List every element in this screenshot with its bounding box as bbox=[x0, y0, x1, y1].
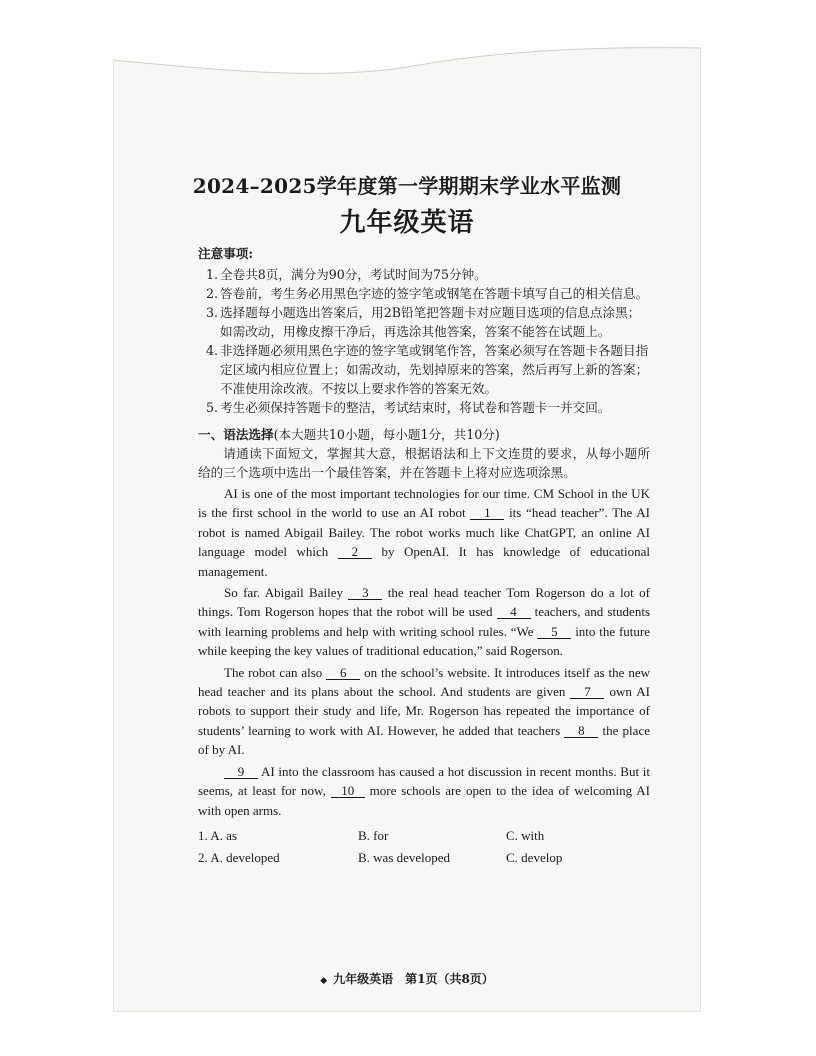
option-c: C. with bbox=[506, 827, 545, 843]
exam-title: 2024–2025学年度第一学期期末学业水平监测 bbox=[192, 174, 622, 198]
exam-paper bbox=[113, 42, 701, 1012]
blank-1: 1 bbox=[470, 506, 504, 520]
blank-2: 2 bbox=[338, 545, 372, 559]
blank-7: 7 bbox=[570, 685, 604, 699]
section-heading: 一、语法选择(本大题共10小题，每小题1分，共10分) bbox=[198, 427, 500, 442]
option-row-1 bbox=[198, 826, 650, 848]
blank-9: 9 bbox=[224, 765, 258, 779]
exam-content bbox=[198, 244, 650, 870]
notice-heading: 注意事项: bbox=[198, 246, 254, 261]
blank-10: 10 bbox=[331, 784, 365, 798]
blank-4: 4 bbox=[497, 605, 531, 619]
section-instruction: 请通读下面短文，掌握其大意，根据语法和上下文连贯的要求，从每小题所给的三个选项中选出一个最佳答案，并在答题卡上将对应选项涂黑。 bbox=[198, 446, 650, 480]
blank-5: 5 bbox=[537, 625, 571, 639]
blank-6: 6 bbox=[326, 666, 360, 680]
notice-list bbox=[198, 265, 650, 417]
paper-edge-curve bbox=[113, 42, 701, 82]
footer-page-label: 九年级英语 第1页（共8页） bbox=[333, 972, 494, 986]
exam-subject-title: 九年级英语 bbox=[339, 208, 475, 238]
option-b: B. for bbox=[358, 827, 389, 843]
notice-item: 5. 考生必须保持答题卡的整洁，考试结束时，将试卷和答题卡一并交回。 bbox=[206, 400, 611, 415]
passage-paragraph-2: So far. Abigail Bailey 3 the real head teacher Tom Rogerson do a lot of things. Tom Rogerson hopes that the robot will be used 4 teachers, and students with learning problems and help with writing school rules. “We 5 into the future while keeping the key values of traditional education,” said Rogerson. bbox=[198, 585, 650, 659]
page-footer bbox=[113, 970, 701, 987]
diamond-icon: ◆ bbox=[320, 976, 328, 986]
notice-item: 3. 选择题每小题选出答案后，用2B铅笔把答题卡对应题目选项的信息点涂黑；如需改动，用橡皮擦干净后，再选涂其他答案，答案不能答在试题上。 bbox=[206, 305, 641, 339]
notice-item: 2. 答卷前，考生务必用黑色字迹的签字笔或钢笔在答题卡填写自己的相关信息。 bbox=[206, 286, 649, 301]
passage-paragraph-1: AI is one of the most important technologies for our time. CM School in the UK is the first school in the world to use an AI robot 1 its “head teacher”. The AI robot is named Abigail Bailey. The robot works much like ChatGPT, an online AI language model which 2 by OpenAI. It has knowledge of educational management. bbox=[198, 486, 650, 579]
option-c: C. develop bbox=[506, 849, 563, 865]
notice-item: 4. 非选择题必须用黑色字迹的签字笔或钢笔作答，答案必须写在答题卡各题目指定区域内相应位置上；如需改动，先划掉原来的答案，然后再写上新的答案；不准使用涂改液。不按以上要求作答的答案无效。 bbox=[206, 343, 649, 396]
option-a: 1. A. as bbox=[198, 827, 237, 843]
answer-options bbox=[198, 826, 650, 870]
option-a: 2. A. developed bbox=[198, 849, 280, 865]
option-row-2 bbox=[198, 848, 650, 870]
blank-8: 8 bbox=[564, 724, 598, 738]
notice-item: 1. 全卷共8页，满分为90分，考试时间为75分钟。 bbox=[206, 267, 487, 282]
passage-paragraph-4: 9 AI into the classroom has caused a hot discussion in recent months. But it seems, at least for now, 10 more schools are open to the idea of welcoming AI with open arms. bbox=[198, 763, 650, 818]
passage-paragraph-3: The robot can also 6 on the school’s website. It introduces itself as the new head teacher and its plans about the school. And students are given 7 own AI robots to support their study and life, Mr. Rogerson has repeated the importance of students’ learning to work with AI. However, he added that teachers 8 the place of by AI. bbox=[198, 664, 651, 758]
option-b: B. was developed bbox=[358, 849, 451, 865]
blank-3: 3 bbox=[348, 586, 382, 600]
